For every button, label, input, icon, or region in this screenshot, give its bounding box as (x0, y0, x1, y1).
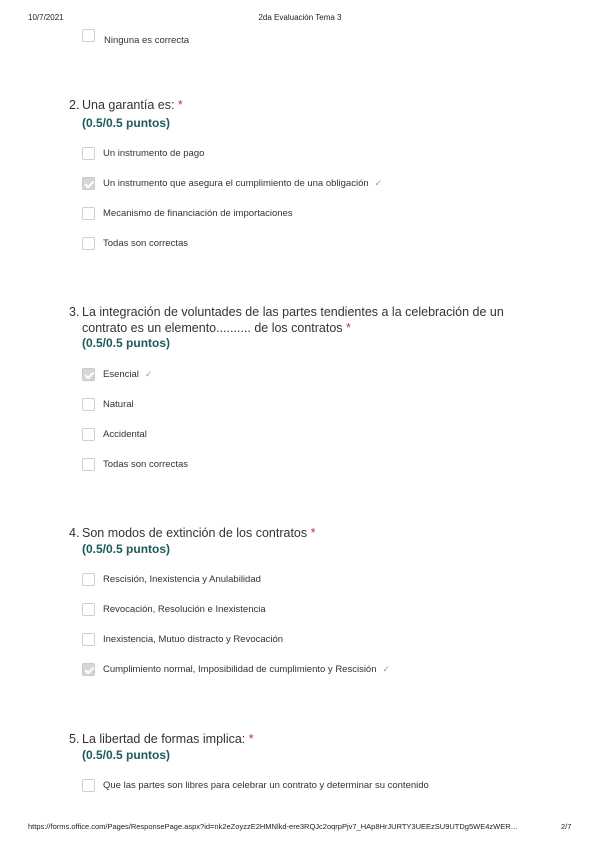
question-4 (69, 525, 539, 541)
checkbox-checked[interactable] (82, 663, 95, 676)
option-label: Inexistencia, Mutuo distracto y Revocación (103, 633, 284, 645)
option-ninguna-es-correcta[interactable] (82, 27, 190, 46)
option-label: Rescisión, Inexistencia y Anulabilidad (103, 573, 261, 585)
option-label: Ninguna es correcta (104, 34, 190, 46)
question-3-points: (0.5/0.5 puntos) (82, 336, 171, 350)
question-number: 2. (69, 98, 80, 112)
checkbox[interactable] (82, 603, 95, 616)
option-label: Esencial (103, 368, 139, 380)
option-label: Que las partes son libres para celebrar un contrato y determinar su contenido (103, 779, 429, 791)
option-q2-3[interactable] (82, 205, 293, 221)
option-label: Accidental (103, 428, 147, 440)
checkbox-checked[interactable] (82, 368, 95, 381)
question-5-points: (0.5/0.5 puntos) (82, 748, 171, 762)
option-q2-2[interactable] (82, 175, 382, 191)
option-q3-3[interactable] (82, 426, 147, 442)
option-label: Un instrumento que asegura el cumplimiento de una obligación (103, 177, 369, 189)
checkbox-checked[interactable] (82, 177, 95, 190)
print-date: 10/7/2021 (28, 13, 64, 22)
option-label: Natural (103, 398, 134, 410)
checkbox[interactable] (82, 428, 95, 441)
question-number: 3. (69, 305, 80, 319)
option-label: Mecanismo de financiación de importaciones (103, 207, 293, 219)
checkbox[interactable] (82, 573, 95, 586)
option-label: Un instrumento de pago (103, 147, 205, 159)
option-q5-1[interactable] (82, 777, 429, 793)
question-5 (69, 731, 539, 747)
option-label: Cumplimiento normal, Imposibilidad de cumplimiento y Rescisión (103, 663, 377, 675)
question-text: Una garantía es: (82, 98, 175, 112)
option-q4-2[interactable] (82, 601, 266, 617)
checkbox[interactable] (82, 398, 95, 411)
required-mark: * (310, 526, 316, 540)
question-3 (69, 304, 539, 335)
checkbox[interactable] (82, 207, 95, 220)
question-2 (69, 97, 539, 113)
question-2-points: (0.5/0.5 puntos) (82, 116, 171, 130)
option-q2-1[interactable] (82, 145, 204, 161)
correct-check-icon: ✓ (144, 368, 153, 379)
option-q3-4[interactable] (82, 456, 188, 472)
checkbox[interactable] (82, 633, 95, 646)
option-q3-2[interactable] (82, 396, 134, 412)
checkbox[interactable] (82, 779, 95, 792)
checkbox[interactable] (82, 147, 95, 160)
question-number: 4. (69, 526, 80, 540)
question-4-points: (0.5/0.5 puntos) (82, 542, 171, 556)
question-number: 5. (69, 732, 80, 746)
print-page-number: 2/7 (561, 822, 572, 831)
required-mark: * (248, 732, 254, 746)
correct-check-icon: ✓ (374, 177, 383, 188)
option-q2-4[interactable] (82, 235, 188, 251)
print-title: 2da Evaluación Tema 3 (258, 13, 342, 22)
question-text: La integración de voluntades de las partes tendientes a la celebración de un contrato es un elemento.......... de los contratos (82, 305, 504, 335)
checkbox[interactable] (82, 237, 95, 250)
correct-check-icon: ✓ (382, 663, 391, 674)
option-q4-3[interactable] (82, 631, 283, 647)
required-mark: * (177, 98, 183, 112)
question-text: La libertad de formas implica: (82, 732, 246, 746)
print-url: https://forms.office.com/Pages/ResponsePage.aspx?id=nk2eZoyzzE2HMNlkd-ere3RQJc2oqrpPjv7_HAp8HrJURTY3UEEzSU9UTDg5WE4zWER… (28, 822, 519, 831)
required-mark: * (346, 321, 351, 335)
question-text: Son modos de extinción de los contratos (82, 526, 308, 540)
checkbox[interactable] (82, 29, 95, 42)
option-q4-4[interactable] (82, 661, 390, 677)
option-label: Revocación, Resolución e Inexistencia (103, 603, 266, 615)
option-q3-1[interactable] (82, 366, 152, 382)
option-label: Todas son correctas (103, 237, 189, 249)
checkbox[interactable] (82, 458, 95, 471)
option-label: Todas son correctas (103, 458, 189, 470)
option-q4-1[interactable] (82, 571, 261, 587)
